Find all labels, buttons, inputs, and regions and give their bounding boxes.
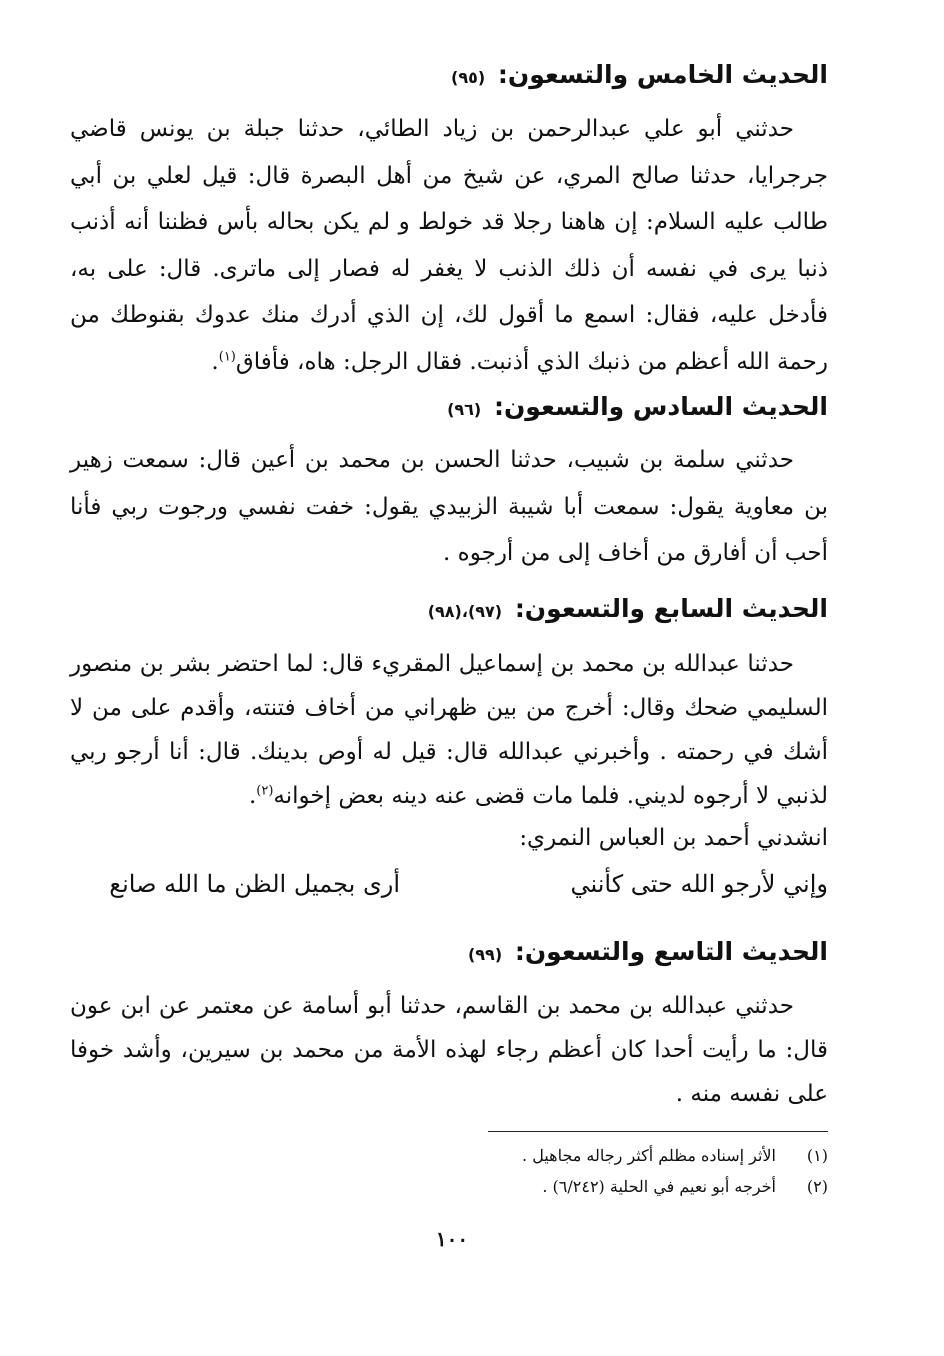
footnote-1-number: (١) (806, 1146, 828, 1165)
hadith-95-body (70, 106, 828, 385)
footnote-ref-1[interactable]: (١) (218, 348, 236, 364)
hadith-96-body (70, 437, 828, 577)
hadith-96-text: حدثني سلمة بن شبيب، حدثنا الحسن بن محمد بن أعين قال: سمعت زهير بن معاوية يقول: سمعت أبا شيبة الزبيدي يقول: خفت نفسي ورجوت ربي فأنا أحب أن أفارق من أخاف إلى من أرجوه . (70, 447, 828, 566)
hadith-99-ref: (٩٩) (467, 945, 503, 964)
hadith-99-body (70, 984, 828, 1116)
footnote-ref-2[interactable]: (٢) (256, 783, 274, 799)
hadith-97-heading (428, 592, 828, 629)
hadith-95-heading (451, 58, 828, 95)
verse-first-hemistich: وإني لأرجو الله حتى كأنني (570, 870, 828, 898)
hadith-96-heading (447, 390, 828, 427)
footnote-divider (488, 1131, 828, 1132)
footnote-1-text: الأثر إسناده مظلم أكثر رجاله مجاهيل . (522, 1146, 776, 1165)
hadith-99-text: حدثني عبدالله بن محمد بن القاسم، حدثنا أبو أسامة عن معتمر عن ابن عون قال: ما رأيت أحدا كان أعظم رجاء لهذه الأمة من محمد بن سيرين، وأشد خوفا على نفسه منه . (70, 993, 828, 1107)
hadith-96-title: الحديث السادس والتسعون: (493, 392, 828, 421)
footnote-2-number: (٢) (806, 1177, 828, 1196)
page-number: ١٠٠ (435, 1227, 469, 1251)
hadith-97-ref: (٩٧)،(٩٨) (427, 602, 503, 621)
book-page (70, 0, 828, 1356)
poem-intro: انشدني أحمد بن العباس النمري: (519, 825, 828, 851)
hadith-99-heading (468, 935, 828, 972)
footnote-2-text: أخرجه أبو نعيم في الحلية (٦/٢٤٢) . (542, 1177, 776, 1196)
footnote-2 (542, 1174, 828, 1200)
hadith-97-text: حدثنا عبدالله بن محمد بن إسماعيل المقريء قال: لما احتضر بشر بن منصور السليمي ضحك وقال: أخرج من بين ظهراني من أخاف فتنته، وأقدم على من لا أشك في رحمته . وأخبرني عبدالله قال: قيل له أوص بدينك. قال: أنا أرجو ربي لذنبي لا أرجوه لديني. فلما مات قضى عنه دينه بعض إخوانه (70, 651, 828, 809)
hadith-95-text: حدثني أبو علي عبدالرحمن بن زياد الطائي، حدثنا جبلة بن يونس قاضي جرجرايا، حدثنا صالح المري، عن شيخ من أهل البصرة قال: قيل لعلي بن أبي طالب عليه السلام: إن هاهنا رجلا قد خولط و لم يكن بحاله بأس فظننا أنه أذنب ذنبا يرى في نفسه أن ذلك الذنب لا يغفر له فصار إلى ماترى. قال: على به، فأدخل عليه، فقال: اسمع ما أقول لك، إن الذي أدرك منك عدوك بقنوطك من رحمة الله أعظم من ذنبك الذي أذنبت. فقال الرجل: هاه، فأفاق (70, 116, 828, 375)
hadith-97-title: الحديث السابع والتسعون: (514, 594, 828, 623)
hadith-97-end: . (248, 783, 257, 809)
hadith-95-ref: (٩٥) (451, 68, 486, 87)
hadith-96-ref: (٩٦) (447, 400, 482, 419)
verse-second-hemistich: أرى بجميل الظن ما الله صانع (109, 870, 400, 898)
hadith-95-end: . (211, 348, 219, 375)
hadith-99-title: الحديث التاسع والتسعون: (514, 937, 828, 966)
hadith-95-title: الحديث الخامس والتسعون: (497, 60, 828, 89)
hadith-97-body (70, 642, 828, 818)
footnote-1 (522, 1143, 828, 1169)
